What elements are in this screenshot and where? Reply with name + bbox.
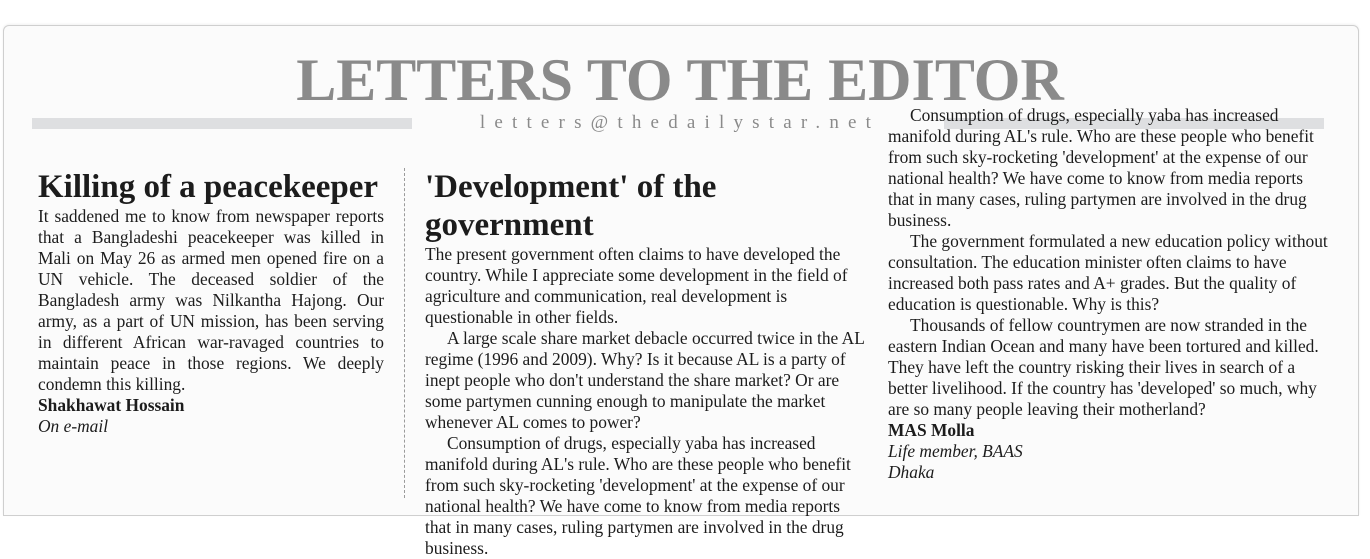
letter-author: Shakhawat Hossain <box>38 395 185 415</box>
editor-email: letters@thedailystar.net <box>479 112 881 133</box>
letter-author: MAS Molla <box>888 420 975 440</box>
letter-headline: Killing of a peacekeeper <box>38 169 379 205</box>
section-title: LETTERS TO THE EDITOR <box>296 47 1064 113</box>
letter-development <box>425 168 865 558</box>
letter-development-continued <box>888 105 1333 483</box>
left-header-rule <box>32 118 412 129</box>
letter-paragraph: The present government often claims to have developed the country. While I appreciate some development in the field of agriculture and communication, real development is questionable in other fields. <box>425 244 848 327</box>
letter-headline: 'Development' of the government <box>425 169 717 243</box>
author-title: Life member, BAAS <box>888 441 1023 461</box>
letter-paragraph-continued: Consumption of drugs, especially yaba has increased manifold during AL's rule. Who are these people who benefit from such sky-rocketing 'development' at the expense of our national health? We have come to know from media reports that in many cases, ruling partymen are involved in the drug business. <box>888 105 1314 230</box>
letter-source: On e-mail <box>38 416 109 436</box>
letter-paragraph: Consumption of drugs, especially yaba has increased manifold during AL's rule. Who are these people who benefit from such sky-rocketing 'development' at the expense of our national health? We have come to know from media reports that in many cases, ruling partymen are involved in the drug business. <box>425 433 851 558</box>
letter-paragraph: Thousands of fellow countrymen are now stranded in the eastern Indian Ocean and many have been tortured and killed. They have left the country risking their lives in search of a better livelihood. If the country has 'developed' so much, why are so many people leaving their motherland? <box>888 315 1319 419</box>
letter-paragraph: The government formulated a new education policy without consultation. The education minister often claims to have increased both pass rates and A+ grades. But the quality of education is questionable. Why is this? <box>888 231 1328 314</box>
letter-peacekeeper <box>38 168 384 437</box>
paragraph-continuation-window <box>888 105 1333 231</box>
letter-body: It saddened me to know from newspaper reports that a Bangladeshi peacekeeper was killed in Mali on May 26 as armed men opened fire on a UN vehicle. The deceased soldier of the Bangladesh army was Nilkantha Hajong. Our army, as a part of UN mission, has been serving in different African war-ravaged countries to maintain peace in those regions. We deeply condemn this killing. <box>38 206 384 394</box>
column-divider <box>404 168 405 498</box>
letter-paragraph: A large scale share market debacle occurred twice in the AL regime (1996 and 2009). Why? Is it because AL is a party of inept people who don't understand the share market? Or are some partymen cunning enough to manipulate the market whenever AL comes to power? <box>425 328 865 432</box>
author-location: Dhaka <box>888 462 935 482</box>
